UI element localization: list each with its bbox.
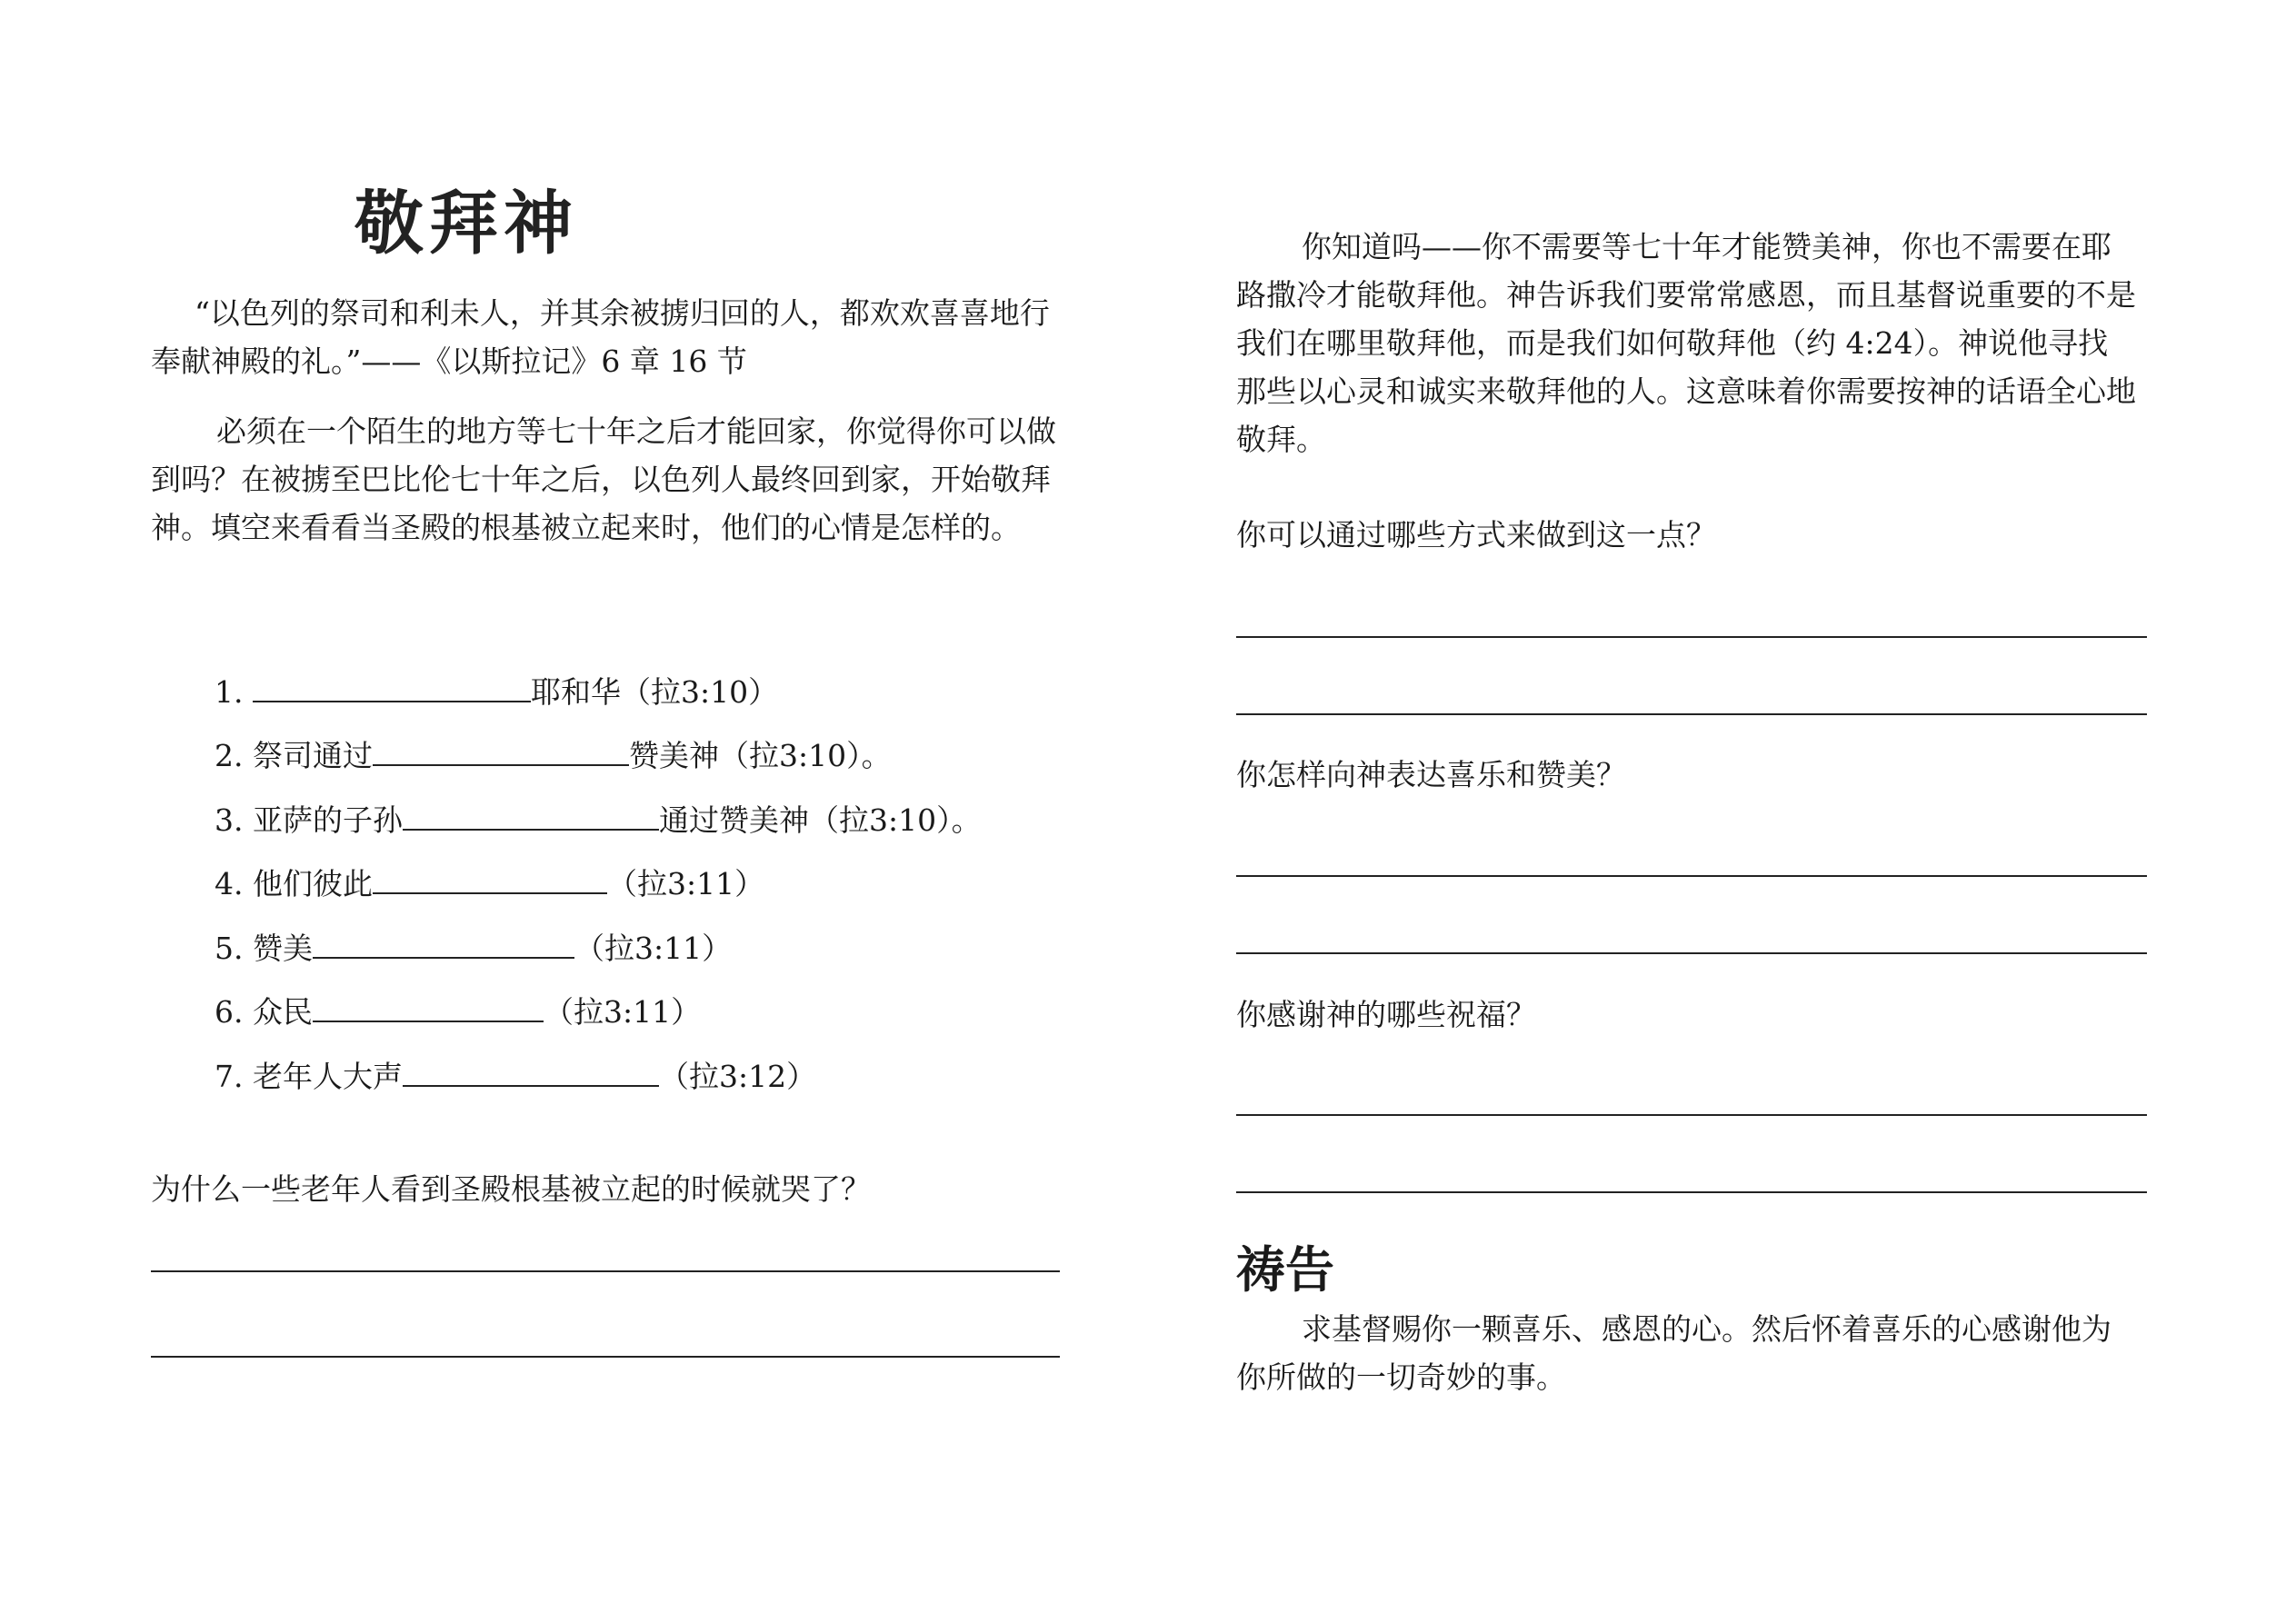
fill-item-6	[215, 988, 701, 1035]
question-1: 你可以通过哪些方式来做到这一点？	[1236, 517, 1716, 553]
page-title: 敬拜神	[354, 183, 578, 264]
answer-line[interactable]	[1236, 952, 2147, 954]
fill-blank[interactable]	[373, 732, 629, 766]
item-suffix: 通过赞美神（拉3:10）。	[658, 802, 982, 838]
answer-line[interactable]	[1236, 1114, 2147, 1116]
item-prefix: 7. 老年人大声	[215, 1059, 403, 1094]
item-suffix: （拉3:12）	[658, 1059, 817, 1094]
intro-paragraph: 必须在一个陌生的地方等七十年之后才能回家，你觉得你可以做到吗？在被掳至巴比伦七十年之后，以色列人最终回到家，开始敬拜神。填空来看看当圣殿的根基被立起来时，他们的心情是怎样的。	[151, 413, 1056, 545]
prayer-heading: 祷告	[1236, 1240, 1334, 1299]
question-why-cry: 为什么一些老年人看到圣殿根基被立起的时候就哭了？	[151, 1171, 871, 1207]
question-2: 你怎样向神表达喜乐和赞美？	[1236, 757, 1626, 792]
item-suffix: （拉3:11）	[574, 931, 733, 966]
item-suffix: 赞美神（拉3:10）。	[628, 738, 892, 773]
item-prefix: 4. 他们彼此	[215, 866, 373, 901]
item-prefix: 6. 众民	[215, 994, 313, 1030]
answer-line[interactable]	[151, 1270, 1060, 1272]
answer-line[interactable]	[1236, 713, 2147, 715]
item-suffix: （拉3:11）	[606, 866, 765, 901]
fill-blank[interactable]	[253, 668, 531, 702]
fill-item-5	[215, 924, 732, 971]
item-suffix: 耶和华（拉3:10）	[530, 674, 779, 710]
item-prefix: 2. 祭司通过	[215, 738, 373, 773]
item-suffix: （拉3:11）	[543, 994, 702, 1030]
question-3: 你感谢神的哪些祝福？	[1236, 997, 1536, 1032]
fill-blank[interactable]	[313, 924, 574, 959]
fill-item-2	[215, 732, 892, 779]
quote-text: “以色列的祭司和利未人，并其余被掳归回的人，都欢欢喜喜地行奉献神殿的礼。”——《以斯拉记》6 章 16 节	[151, 295, 1050, 379]
item-prefix: 5. 赞美	[215, 931, 313, 966]
answer-line[interactable]	[1236, 1191, 2147, 1193]
answer-line[interactable]	[1236, 875, 2147, 877]
right-intro: 你知道吗——你不需要等七十年才能赞美神，你也不需要在耶路撒冷才能敬拜他。神告诉我们要常常感恩，而且基督说重要的不是我们在哪里敬拜他，而是我们如何敬拜他（约 4:24）。神说他寻找那些以心灵和诚实来敬拜他的人。这意味着你需要按神的话语全心地敬拜。	[1236, 229, 2136, 457]
answer-line[interactable]	[1236, 636, 2147, 638]
item-prefix: 3. 亚萨的子孙	[215, 802, 403, 838]
fill-blank[interactable]	[313, 988, 544, 1022]
fill-item-7	[215, 1052, 816, 1100]
fill-blank[interactable]	[403, 1052, 659, 1087]
fill-blank[interactable]	[373, 860, 607, 894]
prayer-text: 求基督赐你一颗喜乐、感恩的心。然后怀着喜乐的心感谢他为你所做的一切奇妙的事。	[1236, 1311, 2111, 1395]
item-prefix: 1.	[215, 674, 253, 710]
fill-item-3	[215, 796, 982, 843]
fill-item-4	[215, 860, 764, 907]
fill-blank[interactable]	[403, 796, 659, 831]
answer-line[interactable]	[151, 1356, 1060, 1358]
fill-item-1	[215, 668, 778, 715]
